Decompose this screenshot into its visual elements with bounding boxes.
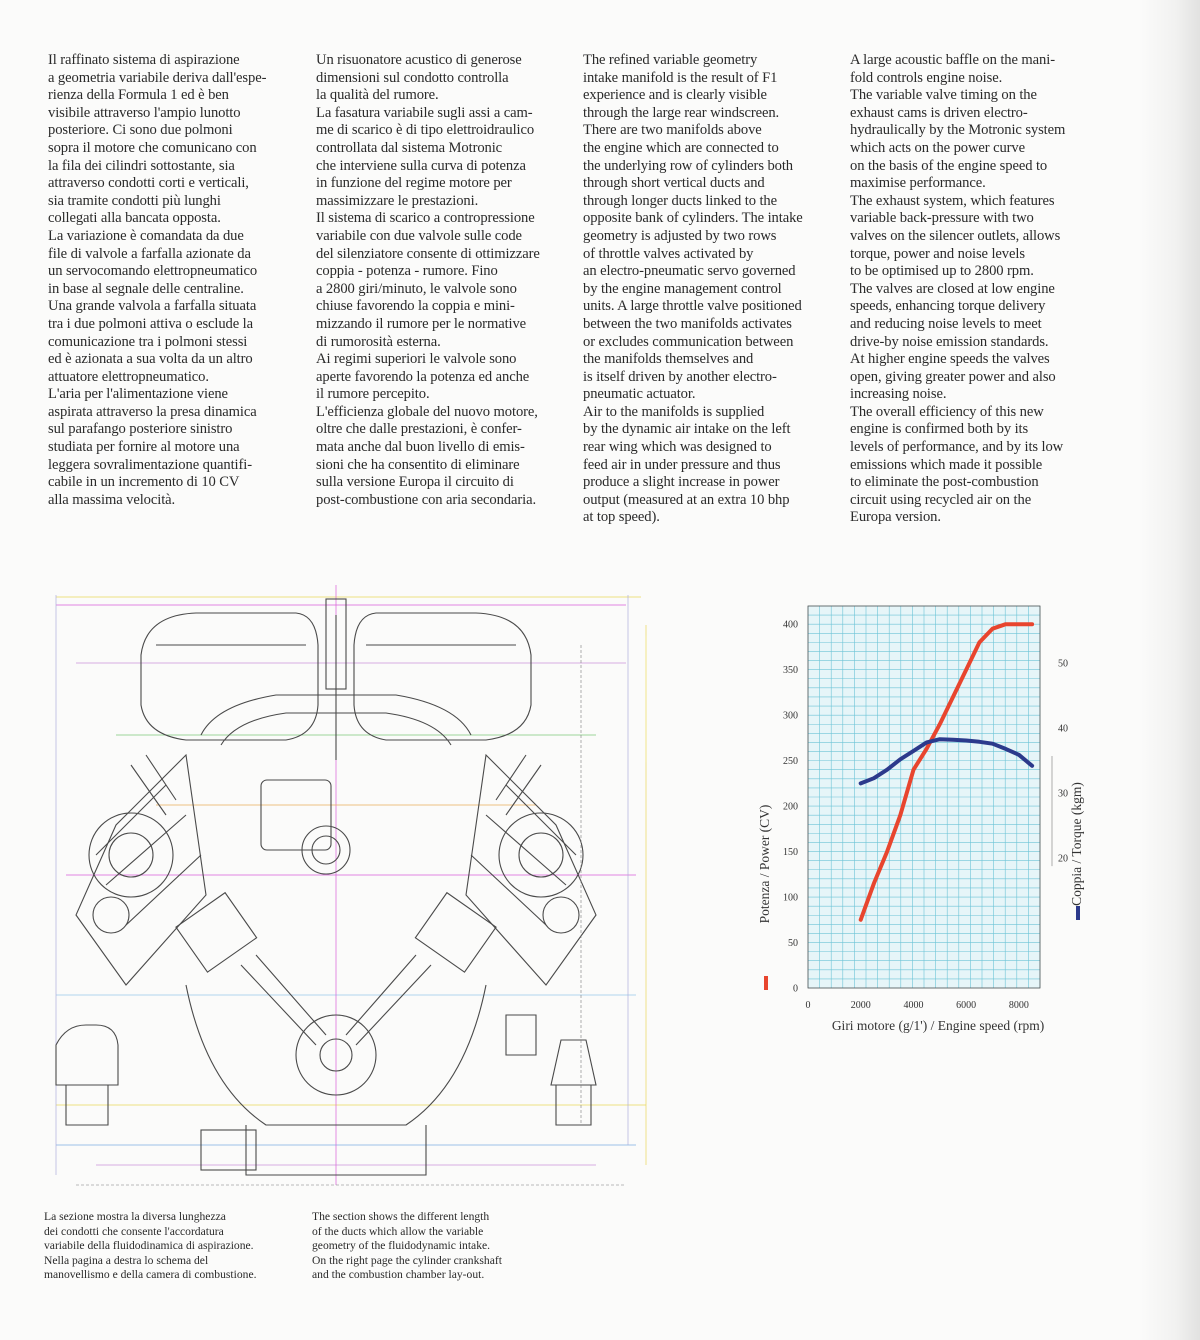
- y-left-tick-label: 150: [783, 847, 798, 859]
- page-gutter-shadow: [1140, 0, 1200, 1340]
- y-left-tick-label: 300: [783, 710, 798, 722]
- english-text-column-2: A large acoustic baffle on the mani- fold controls engine noise. The variable valve timing on the exhaust cams is driven electro- hydraulically by the Motronic system which acts on the power curve on the basis of the engine speed to maximise performance. The exhaust system, which features variable back-pressure with two valves on the silencer outlets, allows torque, power and noise levels to be optimised up to 2800 rpm. The valves are closed at low engine speeds, enhancing torque delivery and reducing noise levels to meet drive-by noise emission standards. At higher engine speeds the valves open, giving greater power and also increasing noise. The overall efficiency of this new engine is confirmed both by its levels of performance, and by its low emissions which made it possible to eliminate the post-combustion circuit using recycled air on the Europa version.: [850, 52, 1066, 526]
- y-left-tick-label: 400: [783, 619, 798, 631]
- x-tick-label: 8000: [1008, 1000, 1029, 1011]
- english-text-column-1: The refined variable geometry intake manifold is the result of F1 experience and is clearly visible through the large rear windscreen. There are two manifolds above the engine which are connected to the underlying row of cylinders both through short vertical ducts and through longer ducts linked to the opposite bank of cylinders. The intake geometry is adjusted by two rows of throttle valves activated by an electro-pneumatic servo governed by the engine management control units. A large throttle valve positioned between the two manifolds activates or excludes communication between the manifolds themselves and is itself driven by another electro- pneumatic actuator. Air to the manifolds is supplied by the dynamic air intake on the left rear wing which was designed to feed air in under pressure and thus produce a slight increase in power output (measured at an extra 10 bhp at top speed).: [583, 52, 803, 526]
- italian-text-column-1: Il raffinato sistema di aspirazione a geometria variabile deriva dall'espe- rienza della Formula 1 ed è ben visibile attraverso l'ampio lunotto posteriore. Ci sono due polmoni sopra il motore che comunicano con la fila dei cilindri sottostante, sia attraverso condotti corti e verticali, sia tramite condotti più lunghi collegati alla bancata opposta. La variazione è comandata da due file di valvole a farfalla azionate da un servocomando elettropneumatico in base al segnale delle centraline. Una grande valvola a farfalla situata tra i due polmoni attiva o esclude la comunicazione tra i polmoni stessi ed è azionata a sua volta da un altro attuatore elettropneumatico. L'aria per l'alimentazione viene aspirata attraverso la presa dinamica sul parafango posteriore sinistro studiata per fornire al motore una leggera sovralimentazione quantifi- cabile in un incremento di 10 CV alla massima velocità.: [48, 52, 267, 508]
- y-right-tick-label: 40: [1058, 723, 1068, 735]
- y-left-tick-label: 0: [793, 983, 798, 995]
- y-axis-right-title: [1069, 782, 1084, 920]
- y-left-tick-label: 200: [783, 801, 798, 813]
- x-tick-label: 0: [805, 1000, 811, 1011]
- y-left-tick-label: 50: [788, 938, 798, 950]
- y-right-tick-label: 30: [1058, 788, 1068, 800]
- x-tick-label: 2000: [850, 1000, 871, 1011]
- x-axis-title: Giri motore (g/1') / Engine speed (rpm): [831, 1018, 1045, 1033]
- torque-legend-swatch: [1076, 906, 1080, 920]
- caption-italian: La sezione mostra la diversa lunghezza dei condotti che consente l'accordatura variabile della fluidodinamica di aspirazione. Nella pagina a destra lo schema del manovellismo e della camera di combustione.: [44, 1210, 257, 1282]
- y-left-tick-label: 100: [783, 892, 798, 904]
- engine-cross-section-drawing: [36, 585, 666, 1197]
- y-axis-left-title: [757, 805, 772, 990]
- y-axis-right-label: Coppia / Torque (kgm): [1069, 782, 1085, 906]
- power-legend-swatch: [764, 976, 768, 990]
- italian-text-column-2: Un risuonatore acustico di generose dimensioni sul condotto controlla la qualità del rumore. La fasatura variabile sugli assi a cam- me di scarico è di tipo elettroidraulico controllata dal sistema Motronic che interviene sulla curva di potenza in funzione del regime motore per massimizzare le prestazioni. Il sistema di scarico a contropressione variabile con due valvole sulle code del silenziatore consente di ottimizzare coppia - potenza - rumore. Fino a 2800 giri/minuto, le valvole sono chiuse favorendo la coppia e mini- mizzando il rumore per le normative di rumorosità esterna. Ai regimi superiori le valvole sono aperte favorendo la potenza ed anche il rumore percepito. L'efficienza globale del nuovo motore, oltre che dalle prestazioni, è confer- mata anche dal buon livello di emis- sioni che ha consentito di eliminare sulla versione Europa il circuito di post-combustione con aria secondaria.: [316, 52, 540, 508]
- y-right-tick-label: 20: [1058, 853, 1068, 865]
- y-left-tick-label: 250: [783, 756, 798, 768]
- y-left-tick-label: 350: [783, 665, 798, 677]
- caption-english: The section shows the different length of the ducts which allow the variable geometry of the fluidodynamic intake. On the right page the cylinder crankshaft and the combustion chamber lay-out.: [312, 1210, 502, 1282]
- chart-gridlines: [808, 606, 1040, 988]
- y-right-tick-label: 50: [1058, 658, 1068, 670]
- x-tick-label: 4000: [903, 1000, 924, 1011]
- power-torque-chart: [752, 594, 1092, 1044]
- y-axis-left-label: Potenza / Power (CV): [757, 804, 773, 924]
- x-tick-label: 6000: [956, 1000, 977, 1011]
